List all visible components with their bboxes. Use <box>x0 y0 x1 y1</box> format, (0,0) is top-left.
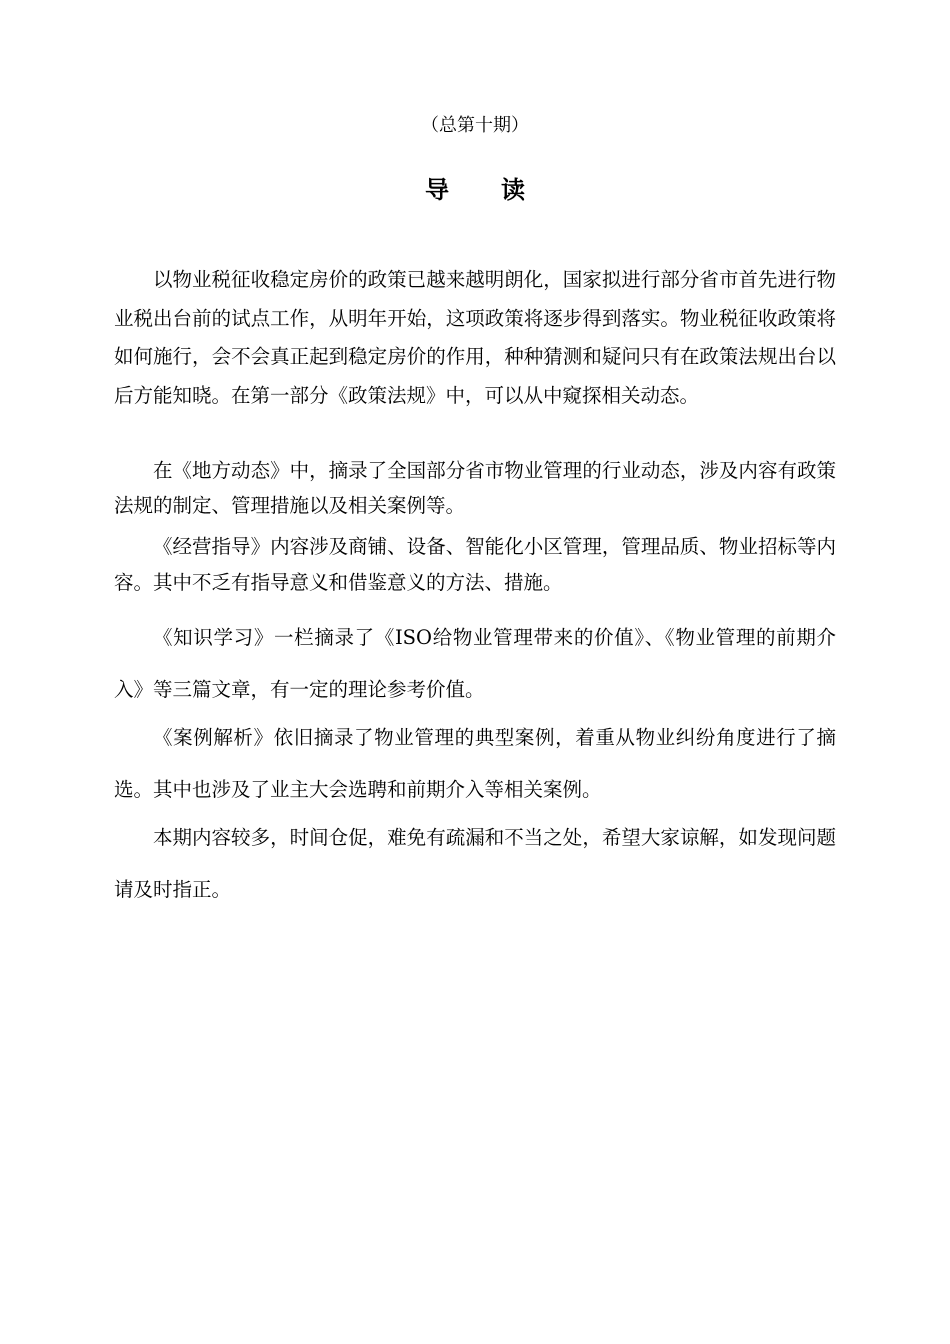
paragraph-knowledge: 《知识学习》一栏摘录了《ISO给物业管理带来的价值》、《物业管理的前期介入》等三篇文章，有一定的理论参考价值。 <box>114 626 836 701</box>
paragraph-case-analysis: 《案例解析》依旧摘录了物业管理的典型案例，着重从物业纠纷角度进行了摘选。其中也涉及了业主大会选聘和前期介入等相关案例。 <box>114 726 836 801</box>
paragraph-business-guide: 《经营指导》内容涉及商铺、设备、智能化小区管理，管理品质、物业招标等内容。其中不乏有指导意义和借鉴意义的方法、措施。 <box>114 535 836 594</box>
page-title <box>0 172 950 208</box>
title-char-2: 读 <box>501 176 525 204</box>
paragraph-local-news: 在《地方动态》中，摘录了全国部分省市物业管理的行业动态，涉及内容有政策法规的制定、管理措施以及相关案例等。 <box>114 459 836 517</box>
paragraph-intro: 以物业税征收稳定房价的政策已越来越明朗化，国家拟进行部分省市首先进行物业税出台前的试点工作，从明年开始，这项政策将逐步得到落实。物业税征收政策将如何施行，会不会真正起到稳定房价的作用，种种猜测和疑问只有在政策法规出台以后方能知晓。在第一部分《政策法规》中，可以从中窥探相关动态。 <box>114 268 836 407</box>
title-char-1: 导 <box>425 176 449 204</box>
paragraph-closing: 本期内容较多，时间仓促，难免有疏漏和不当之处，希望大家谅解，如发现问题请及时指正。 <box>114 826 836 901</box>
issue-number: （总第十期） <box>421 115 529 136</box>
